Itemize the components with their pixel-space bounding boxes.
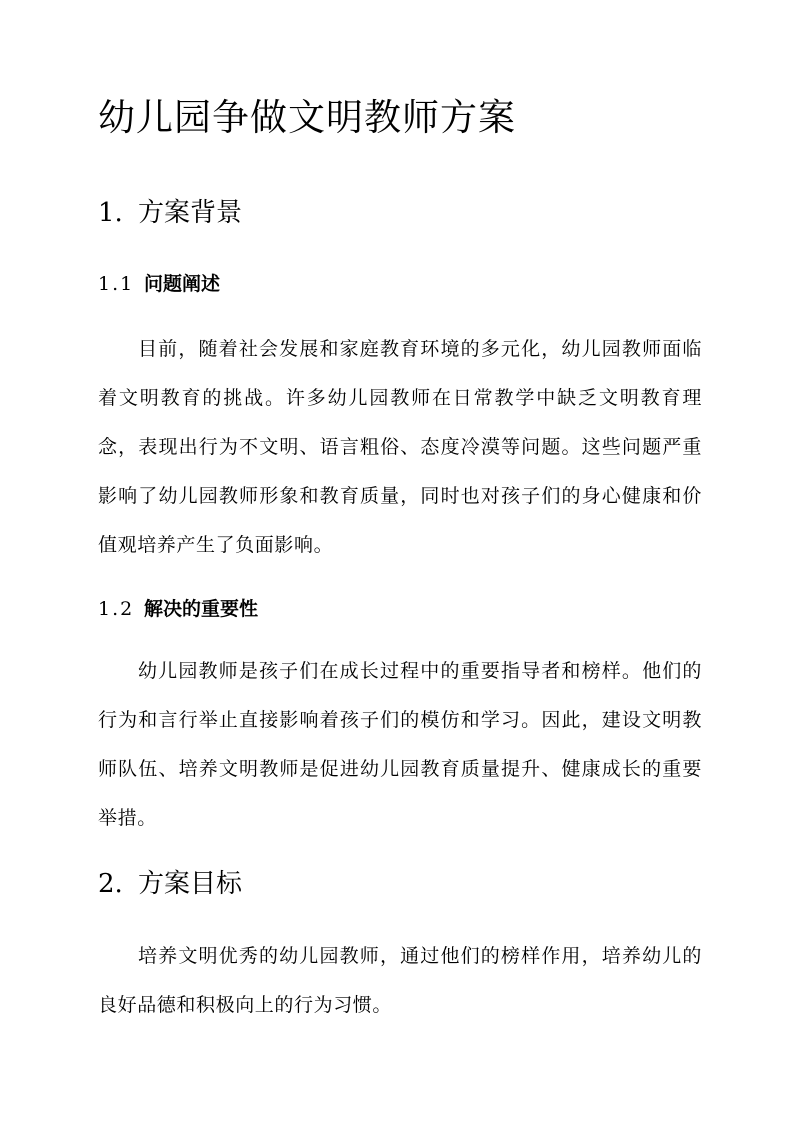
section-2-number: 2. — [98, 869, 123, 899]
section-1-title: 方案背景 — [138, 198, 243, 228]
document-title: 幼儿园争做文明教师方案 — [98, 96, 516, 139]
subsection-1-2-number: 1.2 — [98, 598, 135, 620]
subsection-1-1-title: 问题阐述 — [144, 273, 221, 295]
subsection-1-1-number: 1.1 — [98, 273, 135, 295]
section-1-heading — [98, 195, 242, 231]
subsection-1-2-heading — [98, 595, 258, 623]
section-2-paragraph: 培养文明优秀的幼儿园教师，通过他们的榜样作用，培养幼儿的良好品德和积极向上的行为习惯。 — [98, 945, 702, 1016]
subsection-1-1-heading — [98, 270, 220, 298]
subsection-1-1-paragraph: 目前，随着社会发展和家庭教育环境的多元化，幼儿园教师面临着文明教育的挑战。许多幼儿园教师在日常教学中缺乏文明教育理念，表现出行为不文明、语言粗俗、态度冷漠等问题。这些问题严重影响了幼儿园教师形象和教育质量，同时也对孩子们的身心健康和价值观培养产生了负面影响。 — [98, 338, 702, 556]
subsection-1-2-title: 解决的重要性 — [144, 598, 259, 620]
section-2-title: 方案目标 — [138, 869, 243, 899]
subsection-1-2-paragraph: 幼儿园教师是孩子们在成长过程中的重要指导者和榜样。他们的行为和言行举止直接影响着孩子们的模仿和学习。因此，建设文明教师队伍、培养文明教师是促进幼儿园教育质量提升、健康成长的重要举措。 — [98, 660, 702, 829]
section-1-number: 1. — [98, 198, 123, 228]
section-2-heading — [98, 866, 242, 902]
